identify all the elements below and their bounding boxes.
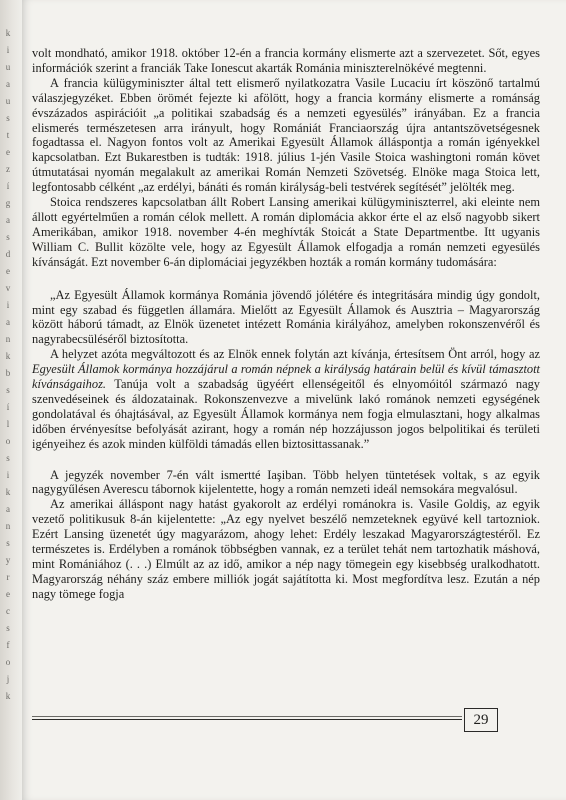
bleed-char: k	[5, 487, 11, 497]
bleed-char: a	[6, 504, 10, 514]
bleed-char: í	[6, 181, 10, 191]
bleed-char: s	[6, 453, 10, 463]
bleed-char: e	[6, 589, 10, 599]
paragraph: A francia külügyminiszter által tett elismerő nyilatkozatra Vasile Lucaciu írt köszönő tartalmú válaszjegyzéket. Ebben örömét fejezte ki afölött, hogy a francia kormány elismerte a románság évszázados aspirációit „a politikai szabadság és a nemzeti egyesülés” irányában. Ez a francia elismerés természetesen arra irányult, hogy Romániát Franciaország újra antantszövetségesnek fogadtassa el. Nagyon fontos volt az Amerikai Egyesült Államok álláspontja a román igényekkel kapcsolatban. Ezt Bukarestben is tudták: 1918. július 1-jén Vasile Stoica washingtoni román követ útmutatásai nyomán megalakult az amerikai Román Nemzeti Szövetség. Elnöke maga Stoica lett, legfontosabb célként „az erdélyi, bánáti és román királyság-beli testvérek segítését” jelölték meg.	[32, 75, 540, 195]
bleed-char: s	[6, 538, 10, 548]
bleed-char: b	[5, 368, 11, 378]
paragraph: Az amerikai álláspont nagy hatást gyakorolt az erdélyi románokra is. Vasile Goldiş, az egyik vezető politikusuk 8-án kijelentette: „Az egy nyelvet beszélő nemzeteknek együvé kell tartozniok. Ezért Lansing üzenetét úgy magyarázom, ahogy lehet: Erdély leszakad Magyarországtestéről. Ez természetes is. Erdélyben a románok többségben vannak, ez a terület tehát nem tartozhatik máshová, mint Romániához (. . .) Elmúlt az az idő, amikor a nép nagy tömegein egy kisebbség uralkodhatott. Magyarország néhány száz embere milliók jogát sajátította ki. Most megfordítva lesz. Ezután a nép nagy tömege fogja	[32, 497, 540, 601]
quote-paragraph	[32, 347, 540, 451]
block-quote	[32, 288, 540, 452]
bleed-char: n	[5, 521, 11, 531]
bleed-char: s	[6, 623, 10, 633]
bleed-char: k	[5, 691, 11, 701]
bleed-char: o	[5, 657, 11, 667]
bleed-char: z	[6, 164, 10, 174]
paragraph: A jegyzék november 7-én vált ismertté Iaşiban. Több helyen tüntetések voltak, s az egyik nagygyűlésen Averescu tábornok kijelentette, hogy a román nemzeti ideál nemsokára megvalósul.	[32, 467, 540, 497]
bleed-char: f	[6, 640, 10, 650]
quote-paragraph: „Az Egyesült Államok kormánya Románia jövendő jólétére és integritására mindig úgy gondolt, mint egy szabad és független államára. Mielőtt az Egyesült Államok és Ausztria – Magyarország között háború támadt, az Elnök üzenetet intézett Románia királyához, amelyben rokonszenvéről és nagyrabecsüléséről biztosította.	[32, 287, 540, 347]
bleed-char: u	[5, 96, 11, 106]
bleed-char: a	[6, 317, 10, 327]
bleed-char: g	[5, 198, 11, 208]
bleed-char: i	[6, 45, 10, 55]
footer-rule-thin	[32, 716, 462, 717]
bleed-char: s	[6, 385, 10, 395]
bleed-char: d	[5, 249, 11, 259]
paragraph: Stoica rendszeres kapcsolatban állt Robert Lansing amerikai külügyminiszterrel, aki eleinte nem állott egyértelműen a román célok mellett. A román diplomácia akkor érte el az első nagyobb sikert Amerikában, amikor 1918. november 4-én meghívták Stoicát a State Departmentbe. Itt ugyanis William C. Bullit közölte vele, hogy az Egyesült Államok elfogadja a román nemzeti egyesülés kívánságát. Ezt november 6-án diplomáciai jegyzékben hozták a román kormány tudomására:	[32, 195, 540, 269]
bleed-char: v	[5, 283, 11, 293]
page-number: 29	[464, 708, 498, 732]
quote-emphasis: Egyesült Államok kormánya hozzájárul a román népnek a királyság határain belül és kívül támasztott kívánságaihoz.	[32, 362, 540, 392]
bleed-char: s	[6, 113, 10, 123]
bleed-char: s	[6, 232, 10, 242]
paragraph: volt mondható, amikor 1918. október 12-én a francia kormány elismerte azt a szervezetet. Sőt, egyes információk szerint a franciák Take Ionescut akarták Románia miniszterelnökévé megtenni.	[32, 46, 540, 75]
bleed-char: a	[6, 79, 10, 89]
bleed-char: k	[5, 351, 11, 361]
bleed-char: e	[6, 266, 10, 276]
adjacent-page-bleed	[0, 0, 22, 800]
bleed-char: c	[6, 606, 10, 616]
bleed-char: y	[5, 555, 11, 565]
bleed-char: l	[6, 419, 10, 429]
footer-rule	[32, 719, 462, 720]
bleed-char: í	[6, 402, 10, 412]
bleed-char: t	[6, 130, 10, 140]
bleed-char: i	[6, 300, 10, 310]
body-text	[32, 46, 540, 602]
bleed-char: k	[5, 28, 11, 38]
book-page	[22, 0, 566, 800]
bleed-char: j	[6, 674, 10, 684]
quote-text: Tanúja volt a szabadság ügyéért ellenségeitől és elnyomóitól származó nagy szenvedéseinek és áldozatainak. Rokonszenvezve a mivelünk lakó románok nemzeti egységének gondolatával és óhajtásával, az Egyesült Államok kormánya nem fogja elmulasztani, hogy alkalmas időben érvényesítse befolyását azirant, hogy a román nép hozzájusson jogos belpolitikai és területi igényeihez és azok minden külföldi támadás ellen biztosittassanak.”	[32, 377, 540, 451]
bleed-char: u	[5, 62, 11, 72]
bleed-char: e	[6, 147, 10, 157]
bleed-char: o	[5, 436, 11, 446]
bleed-char: i	[6, 470, 10, 480]
bleed-char: n	[5, 334, 11, 344]
quote-text: A helyzet azóta megváltozott és az Elnök ennek folytán azt kívánja, értesítsem Önt arról, hogy az	[50, 347, 540, 362]
bleed-char: a	[6, 215, 10, 225]
bleed-char: r	[6, 572, 10, 582]
